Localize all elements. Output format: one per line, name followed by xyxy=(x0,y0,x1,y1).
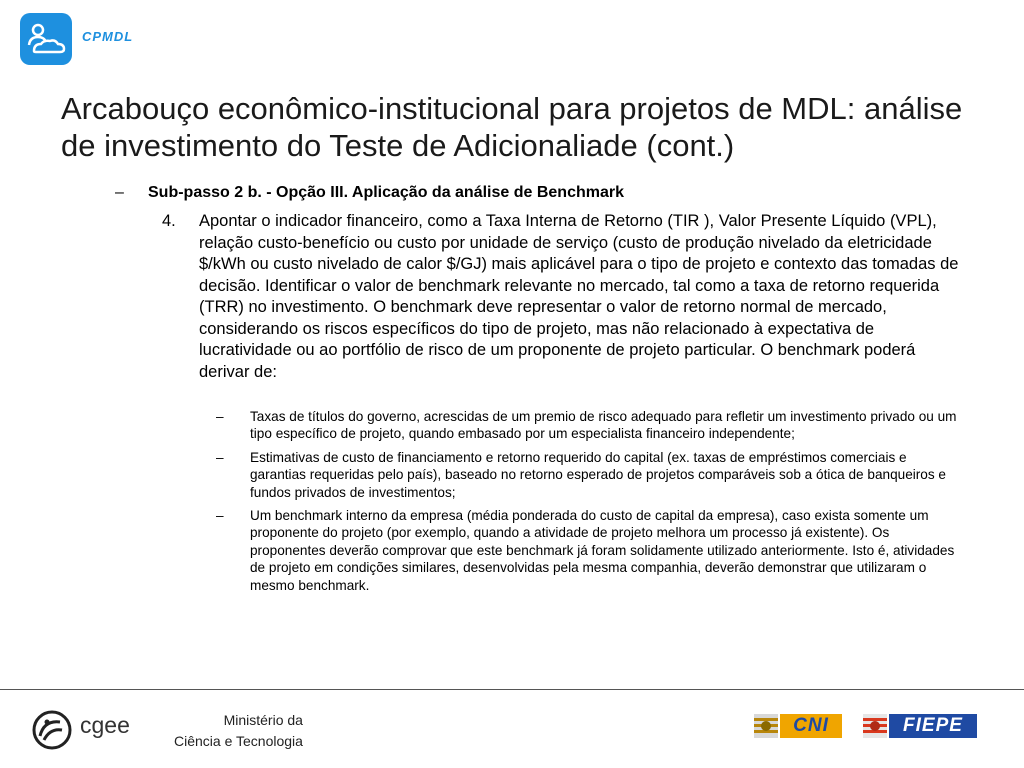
cni-logo: CNI xyxy=(780,714,842,738)
fiepe-logo: FIEPE xyxy=(889,714,977,738)
list-item-text: Um benchmark interno da empresa (média ponderada do custo de capital da empresa), caso exista somente um proponente do projeto (por exemplo, quando a atividade de projeto melhora um processo já existente). Os proponentes deverão comprovar que este benchmark já foram solidamente utilizado anteriormente. Isto é, atividades de projeto em condições similares, desenvolvidas pela mesma companhia, deverão demonstrar que utilizaram o mesmo benchmark. xyxy=(250,508,955,593)
list-item-bullet: – xyxy=(216,449,224,465)
subheading-text: Sub-passo 2 b. - Opção III. Aplicação da análise de Benchmark xyxy=(148,184,624,201)
list-item xyxy=(216,449,966,501)
ministry-line1: Ministério da xyxy=(223,712,303,728)
subheading-bullet: – xyxy=(115,184,124,201)
sub-item-list xyxy=(216,408,966,600)
subheading xyxy=(115,184,624,202)
footer-divider xyxy=(0,689,1024,690)
page-title: Arcabouço econômico-institucional para projetos de MDL: análise de investimento do Teste de Adicionaliade (cont.) xyxy=(61,91,963,163)
cgee-swirl-icon xyxy=(30,708,74,752)
list-item-text: Taxas de títulos do governo, acrescidas de um premio de risco adequado para refletir um investimento privado ou um tipo específico de projeto, quando embasado por um especialista financeiro independente; xyxy=(250,409,957,442)
numbered-item xyxy=(162,211,962,383)
list-item-text: Estimativas de custo de financiamento e retorno requerido do capital (ex. taxas de empréstimos comerciais e garantias requeridas pelo país), baseado no retorno esperado de projetos comparáveis sob a ótica de banqueiros e fundos privados de investimentos; xyxy=(250,449,946,500)
ministry-logo xyxy=(174,710,303,752)
cni-flag-icon xyxy=(754,714,778,738)
list-item-bullet: – xyxy=(216,508,224,524)
people-cloud-icon xyxy=(20,13,72,65)
list-item xyxy=(216,507,966,594)
cgee-logo-text: cgee xyxy=(80,712,130,738)
item-text: Apontar o indicador financeiro, como a Taxa Interna de Retorno (TIR ), Valor Presente Líquido (VPL), relação custo-benefício ou custo por unidade de serviço (custo de produção nivelado da eletricidade $/kWh ou custo nivelado de calor $/GJ) mais aplicável para o tipo de projeto e contexto das tomadas de decisão. Identificar o valor de benchmark relevante no mercado, tal como a taxa de retorno requerida (TRR) no investimento. O benchmark deve representar o valor de retorno normal de mercado, considerando os riscos específicos do tipo de projeto, mas não relacionado à expectativa de lucratividade ou ao portfólio de risco de um proponente de projeto particular. O benchmark poderá derivar de: xyxy=(199,212,959,381)
cpmdl-logo-text: CPMDL xyxy=(82,29,134,44)
list-item-bullet: – xyxy=(216,409,224,424)
list-item xyxy=(216,408,966,443)
ministry-line2: Ciência e Tecnologia xyxy=(174,733,303,749)
item-number: 4. xyxy=(162,212,176,230)
cpmdl-logo xyxy=(20,13,72,65)
fiepe-flag-icon xyxy=(863,714,887,738)
